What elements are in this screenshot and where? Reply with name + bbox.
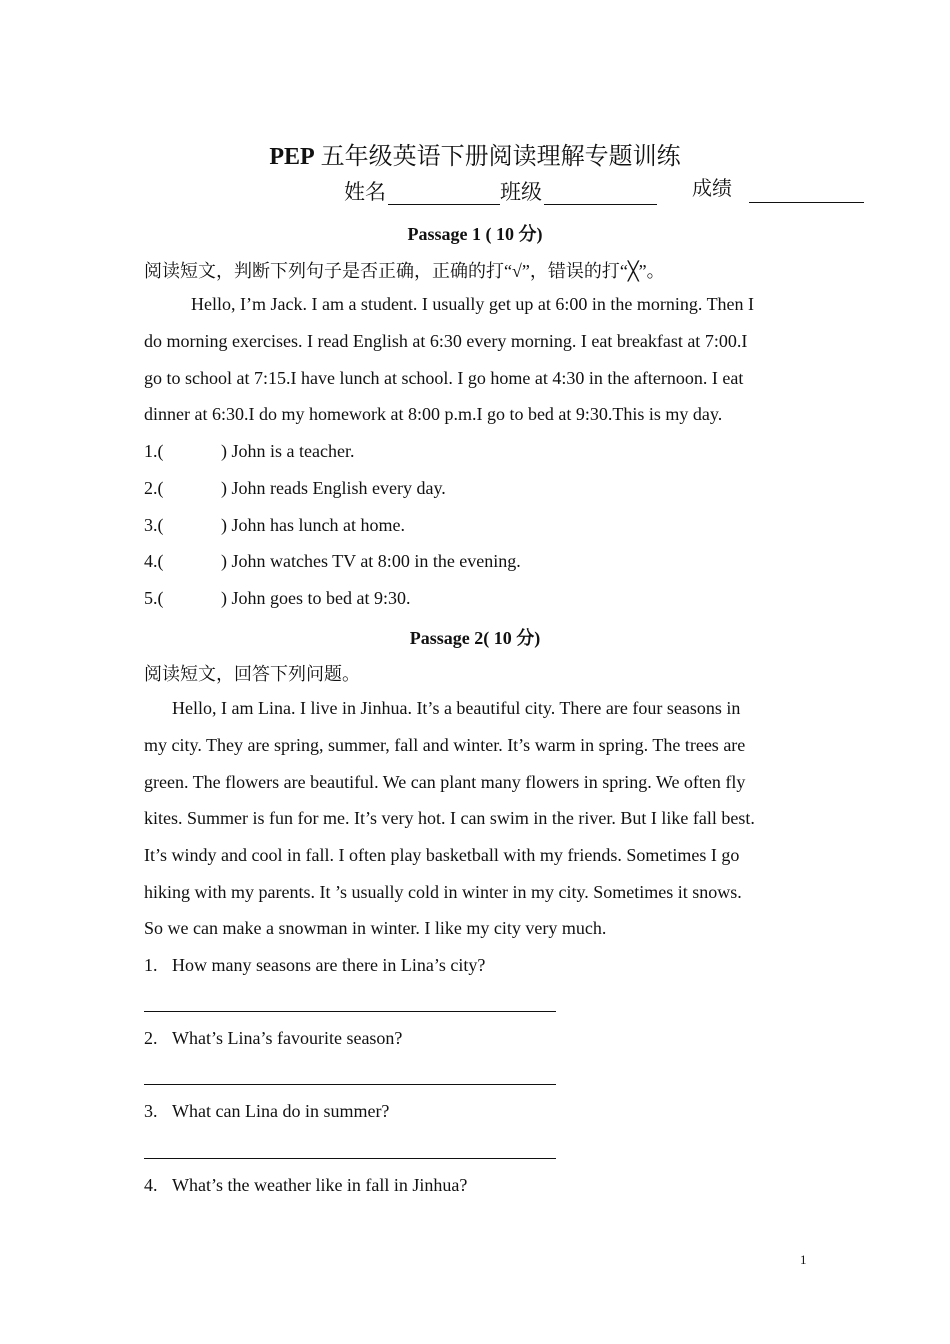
- class-field[interactable]: [544, 178, 657, 205]
- tf-question-text: ) John watches TV at 8:00 in the evening.: [221, 551, 521, 571]
- page-number: 1: [800, 1252, 807, 1267]
- passage2-line: So we can make a snowman in winter. I like my city very much.: [144, 918, 607, 938]
- title-cn: 五年级英语下册阅读理解专题训练: [320, 144, 681, 170]
- score-field[interactable]: [749, 176, 864, 203]
- name-field[interactable]: [388, 178, 500, 205]
- question-num: 2.: [144, 1028, 158, 1048]
- page-title: [0, 136, 950, 171]
- passage2-line: Hello, I am Lina. I live in Jinhua. It’s a beautiful city. There are four seasons in: [172, 698, 741, 718]
- passage2-heading: Passage 2( 10 分): [409, 628, 541, 648]
- question-text: What’s Lina’s favourite season?: [172, 1028, 403, 1048]
- tf-question-text: ) John goes to bed at 9:30.: [221, 588, 411, 608]
- passage2-line: my city. They are spring, summer, fall and winter. It’s warm in spring. The trees are: [144, 735, 746, 755]
- passage2-instruction: 阅读短文，回答下列问题。: [144, 664, 360, 684]
- tf-question-num: 3.(: [144, 515, 164, 535]
- answer-line[interactable]: [144, 1158, 556, 1159]
- tf-question-text: ) John has lunch at home.: [221, 515, 405, 535]
- question-text: How many seasons are there in Lina’s city?: [172, 955, 486, 975]
- passage2-line: kites. Summer is fun for me. It’s very hot. I can swim in the river. But I like fall best.: [144, 808, 755, 828]
- tf-question-num: 2.(: [144, 478, 164, 498]
- question-text: What can Lina do in summer?: [172, 1101, 390, 1121]
- answer-line[interactable]: [144, 1011, 556, 1012]
- class-label: 班级: [500, 180, 542, 204]
- passage1-line: dinner at 6:30.I do my homework at 8:00 p.m.I go to bed at 9:30.This is my day.: [144, 404, 723, 424]
- passage1-instruction: 阅读短文，判断下列句子是否正确，正确的打“√”，错误的打“╳”。: [144, 261, 665, 281]
- passage2-line: It’s windy and cool in fall. I often play basketball with my friends. Sometimes I go: [144, 845, 740, 865]
- tf-question-text: ) John reads English every day.: [221, 478, 446, 498]
- score-label: 成绩: [692, 176, 732, 200]
- question-num: 3.: [144, 1101, 158, 1121]
- passage2-line: hiking with my parents. It ’s usually cold in winter in my city. Sometimes it snows.: [144, 882, 742, 902]
- question-num: 4.: [144, 1175, 158, 1195]
- passage1-line: Hello, I’m Jack. I am a student. I usually get up at 6:00 in the morning. Then I: [191, 294, 755, 314]
- question-text: What’s the weather like in fall in Jinhua?: [172, 1175, 468, 1195]
- passage1-line: do morning exercises. I read English at 6:30 every morning. I eat breakfast at 7:00.I: [144, 331, 748, 351]
- tf-question-num: 5.(: [144, 588, 164, 608]
- name-label: 姓名: [344, 180, 386, 204]
- title-en: PEP: [269, 144, 315, 170]
- answer-line[interactable]: [144, 1084, 556, 1085]
- passage2-line: green. The flowers are beautiful. We can plant many flowers in spring. We often fly: [144, 772, 746, 792]
- passage1-line: go to school at 7:15.I have lunch at school. I go home at 4:30 in the afternoon. I eat: [144, 368, 744, 388]
- question-num: 1.: [144, 955, 158, 975]
- passage1-heading: Passage 1 ( 10 分): [407, 224, 543, 244]
- tf-question-text: ) John is a teacher.: [221, 441, 355, 461]
- tf-question-num: 4.(: [144, 551, 164, 571]
- tf-question-num: 1.(: [144, 441, 164, 461]
